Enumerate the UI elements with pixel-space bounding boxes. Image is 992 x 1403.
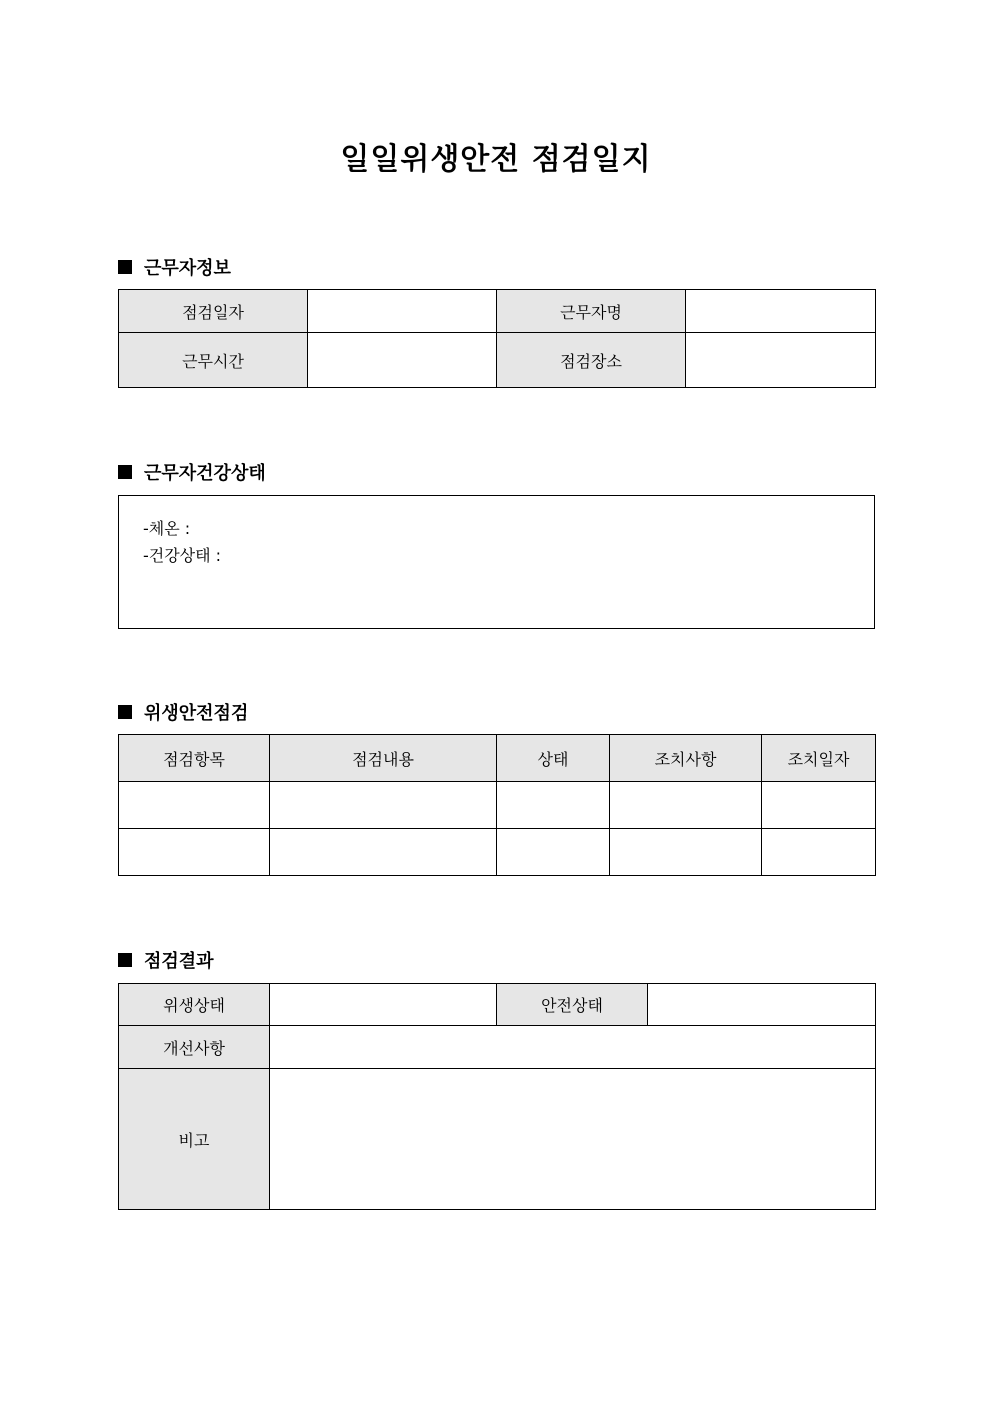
label-work-hours: 근무시간 xyxy=(119,333,308,388)
square-bullet-icon xyxy=(118,465,132,479)
section-heading-text: 위생안전점검 xyxy=(144,703,249,724)
section-heading-worker-info xyxy=(118,254,231,280)
remarks-field[interactable] xyxy=(270,1069,876,1210)
section-heading-health xyxy=(118,459,266,485)
table-row xyxy=(119,782,876,829)
table-cell[interactable] xyxy=(610,782,762,829)
worker-info-table xyxy=(118,289,876,388)
section-heading-text: 근무자정보 xyxy=(144,258,231,279)
column-header-action: 조치사항 xyxy=(610,735,762,782)
column-header-check-item: 점검항목 xyxy=(119,735,270,782)
square-bullet-icon xyxy=(118,260,132,274)
table-cell[interactable] xyxy=(119,782,270,829)
section-heading-text: 점검결과 xyxy=(144,951,214,972)
table-cell[interactable] xyxy=(270,782,497,829)
section-heading-hygiene-check xyxy=(118,699,248,725)
hygiene-check-table xyxy=(118,734,876,876)
health-condition-line: -건강상태 : xyxy=(143,546,222,565)
square-bullet-icon xyxy=(118,953,132,967)
table-cell[interactable] xyxy=(762,829,876,876)
worker-name-field[interactable] xyxy=(686,290,876,333)
label-inspection-date: 점검일자 xyxy=(119,290,308,333)
square-bullet-icon xyxy=(118,705,132,719)
label-safety-status: 안전상태 xyxy=(497,984,648,1026)
body-temperature-line: -체온 : xyxy=(143,519,191,538)
label-worker-name: 근무자명 xyxy=(497,290,686,333)
improvements-field[interactable] xyxy=(270,1026,876,1069)
label-inspection-location: 점검장소 xyxy=(497,333,686,388)
inspection-location-field[interactable] xyxy=(686,333,876,388)
hygiene-status-field[interactable] xyxy=(270,984,497,1026)
page-title: 일일위생안전 점검일지 xyxy=(340,142,652,177)
table-cell[interactable] xyxy=(497,829,610,876)
inspection-date-field[interactable] xyxy=(308,290,497,333)
health-status-box[interactable] xyxy=(118,495,875,629)
label-improvements: 개선사항 xyxy=(119,1026,270,1069)
section-heading-text: 근무자건강상태 xyxy=(144,463,266,484)
result-table xyxy=(118,983,876,1210)
label-hygiene-status: 위생상태 xyxy=(119,984,270,1026)
work-hours-field[interactable] xyxy=(308,333,497,388)
safety-status-field[interactable] xyxy=(648,984,876,1026)
table-cell[interactable] xyxy=(270,829,497,876)
table-cell[interactable] xyxy=(610,829,762,876)
column-header-check-content: 점검내용 xyxy=(270,735,497,782)
table-row xyxy=(119,829,876,876)
column-header-status: 상태 xyxy=(497,735,610,782)
table-cell[interactable] xyxy=(762,782,876,829)
table-cell[interactable] xyxy=(497,782,610,829)
table-cell[interactable] xyxy=(119,829,270,876)
column-header-action-date: 조치일자 xyxy=(762,735,876,782)
section-heading-result xyxy=(118,947,214,973)
label-remarks: 비고 xyxy=(119,1069,270,1210)
